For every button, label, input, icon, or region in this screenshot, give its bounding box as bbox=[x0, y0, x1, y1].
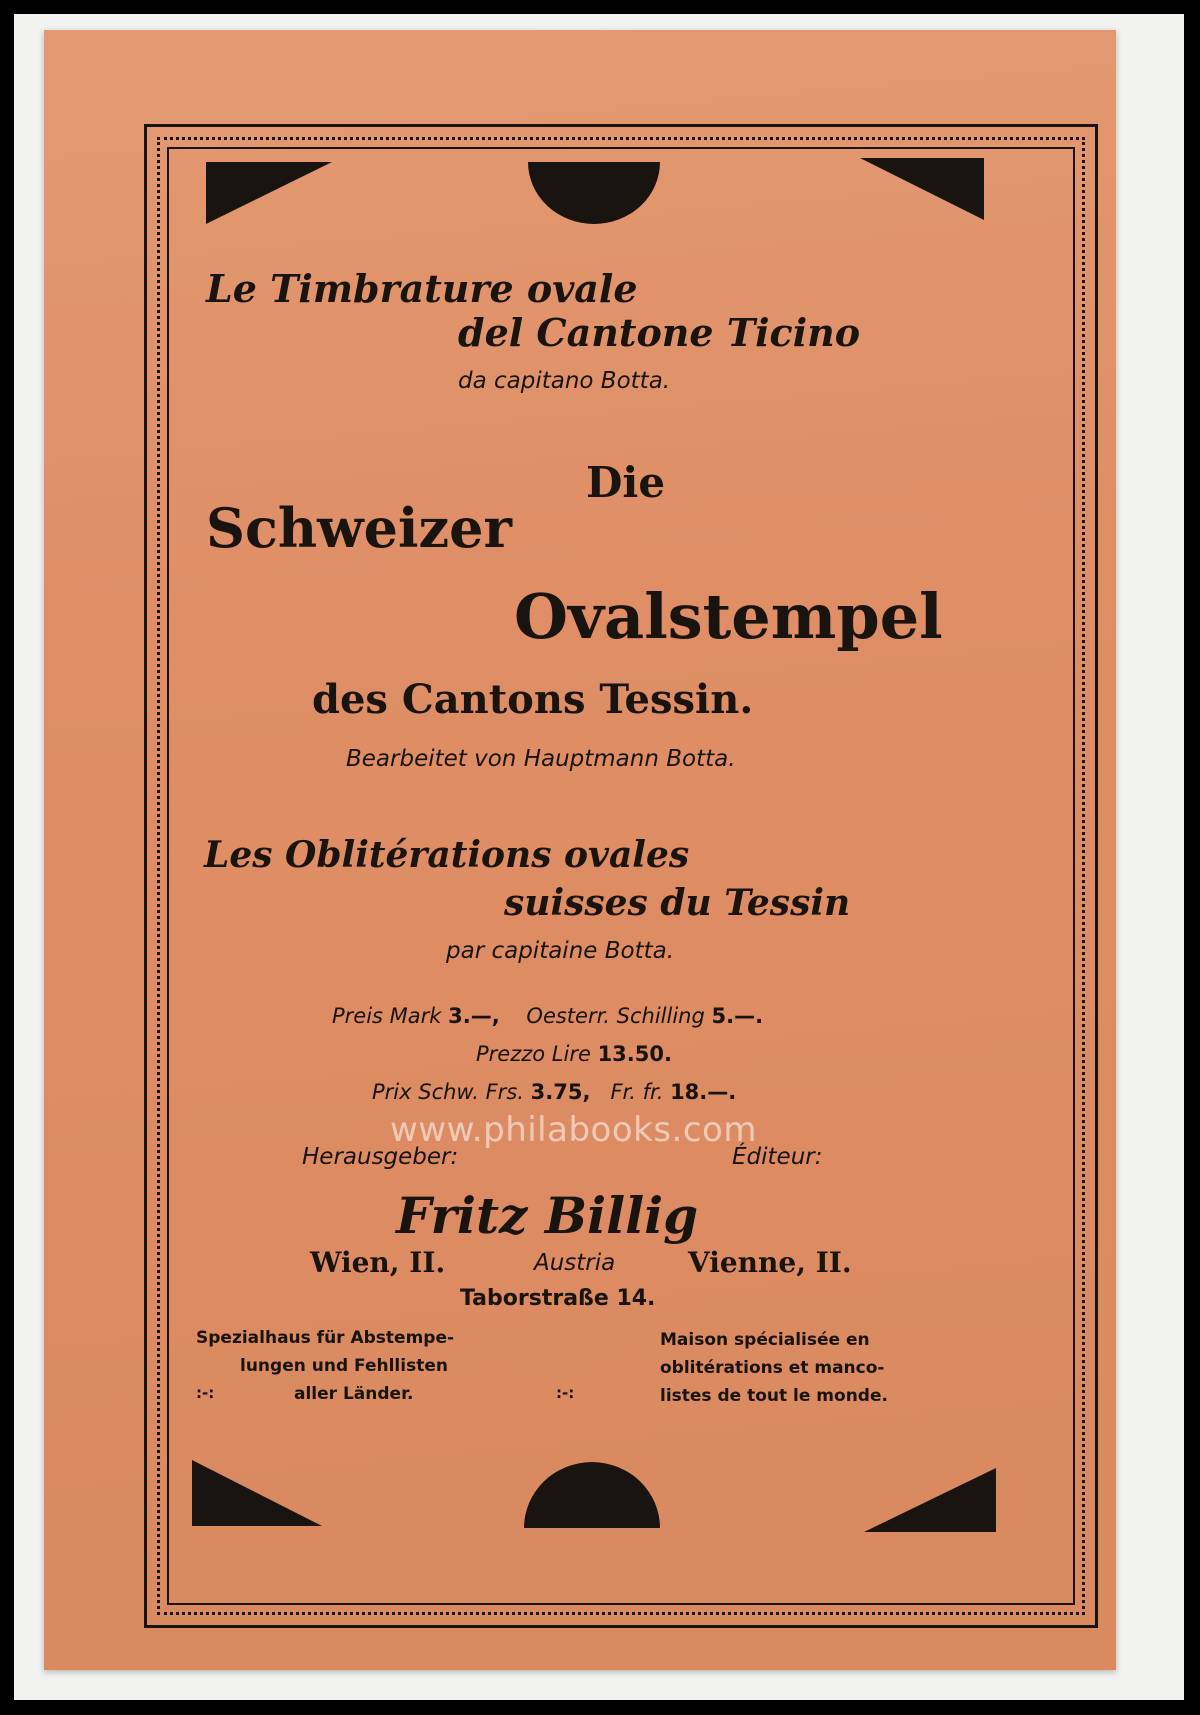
french-title-line1: Les Oblitérations ovales bbox=[204, 834, 690, 876]
watermark: www.philabooks.com bbox=[390, 1110, 757, 1150]
publisher-label-fr: Éditeur: bbox=[732, 1144, 823, 1170]
price-schilling-label: Oesterr. Schilling bbox=[526, 1004, 705, 1028]
italian-title-line2: del Cantone Ticino bbox=[458, 310, 861, 355]
price-lire-value: 13.50. bbox=[597, 1042, 672, 1066]
french-title-line2: suisses du Tessin bbox=[504, 882, 851, 924]
specialty-de-line3: aller Länder. bbox=[294, 1384, 414, 1404]
price-schilling-value: 5.—. bbox=[711, 1004, 764, 1028]
price-french-value: 18.—. bbox=[670, 1080, 737, 1104]
price-line-3 bbox=[372, 1080, 736, 1104]
specialty-de-ornament-right: :-: bbox=[556, 1384, 575, 1402]
publisher-street: Taborstraße 14. bbox=[460, 1286, 656, 1311]
price-swiss-label: Prix Schw. Frs. bbox=[372, 1080, 524, 1104]
specialty-de-ornament-left: :-: bbox=[196, 1384, 215, 1402]
publisher-label-de: Herausgeber: bbox=[302, 1144, 459, 1170]
price-line-2 bbox=[476, 1042, 672, 1066]
specialty-de-line1: Spezialhaus für Abstempe- bbox=[196, 1328, 455, 1348]
specialty-fr-line2: oblitérations et manco- bbox=[660, 1358, 885, 1378]
german-title-die: Die bbox=[586, 458, 666, 507]
specialty-fr-line1: Maison spécialisée en bbox=[660, 1330, 870, 1350]
price-mark-label: Preis Mark bbox=[332, 1004, 442, 1028]
specialty-de-line2: lungen und Fehllisten bbox=[240, 1356, 448, 1376]
price-mark-value: 3.—, bbox=[448, 1004, 500, 1028]
specialty-fr-line3: listes de tout le monde. bbox=[660, 1386, 888, 1406]
price-line-1 bbox=[332, 1004, 763, 1028]
publisher-country: Austria bbox=[534, 1250, 616, 1276]
publisher-city-de: Wien, II. bbox=[310, 1246, 446, 1279]
german-title-schweizer: Schweizer bbox=[206, 496, 512, 560]
german-title-ovalstempel: Ovalstempel bbox=[514, 580, 943, 653]
price-swiss-value: 3.75, bbox=[530, 1080, 591, 1104]
french-author: par capitaine Botta. bbox=[446, 938, 675, 964]
publisher-city-fr: Vienne, II. bbox=[688, 1246, 852, 1279]
italian-author: da capitano Botta. bbox=[458, 368, 671, 394]
publisher-name: Fritz Billig bbox=[396, 1186, 699, 1245]
price-french-label: Fr. fr. bbox=[610, 1080, 664, 1104]
price-lire-label: Prezzo Lire bbox=[476, 1042, 591, 1066]
italian-title-line1: Le Timbrature ovale bbox=[206, 266, 638, 311]
german-title-cantons: des Cantons Tessin. bbox=[312, 676, 754, 723]
german-author: Bearbeitet von Hauptmann Botta. bbox=[346, 746, 736, 772]
